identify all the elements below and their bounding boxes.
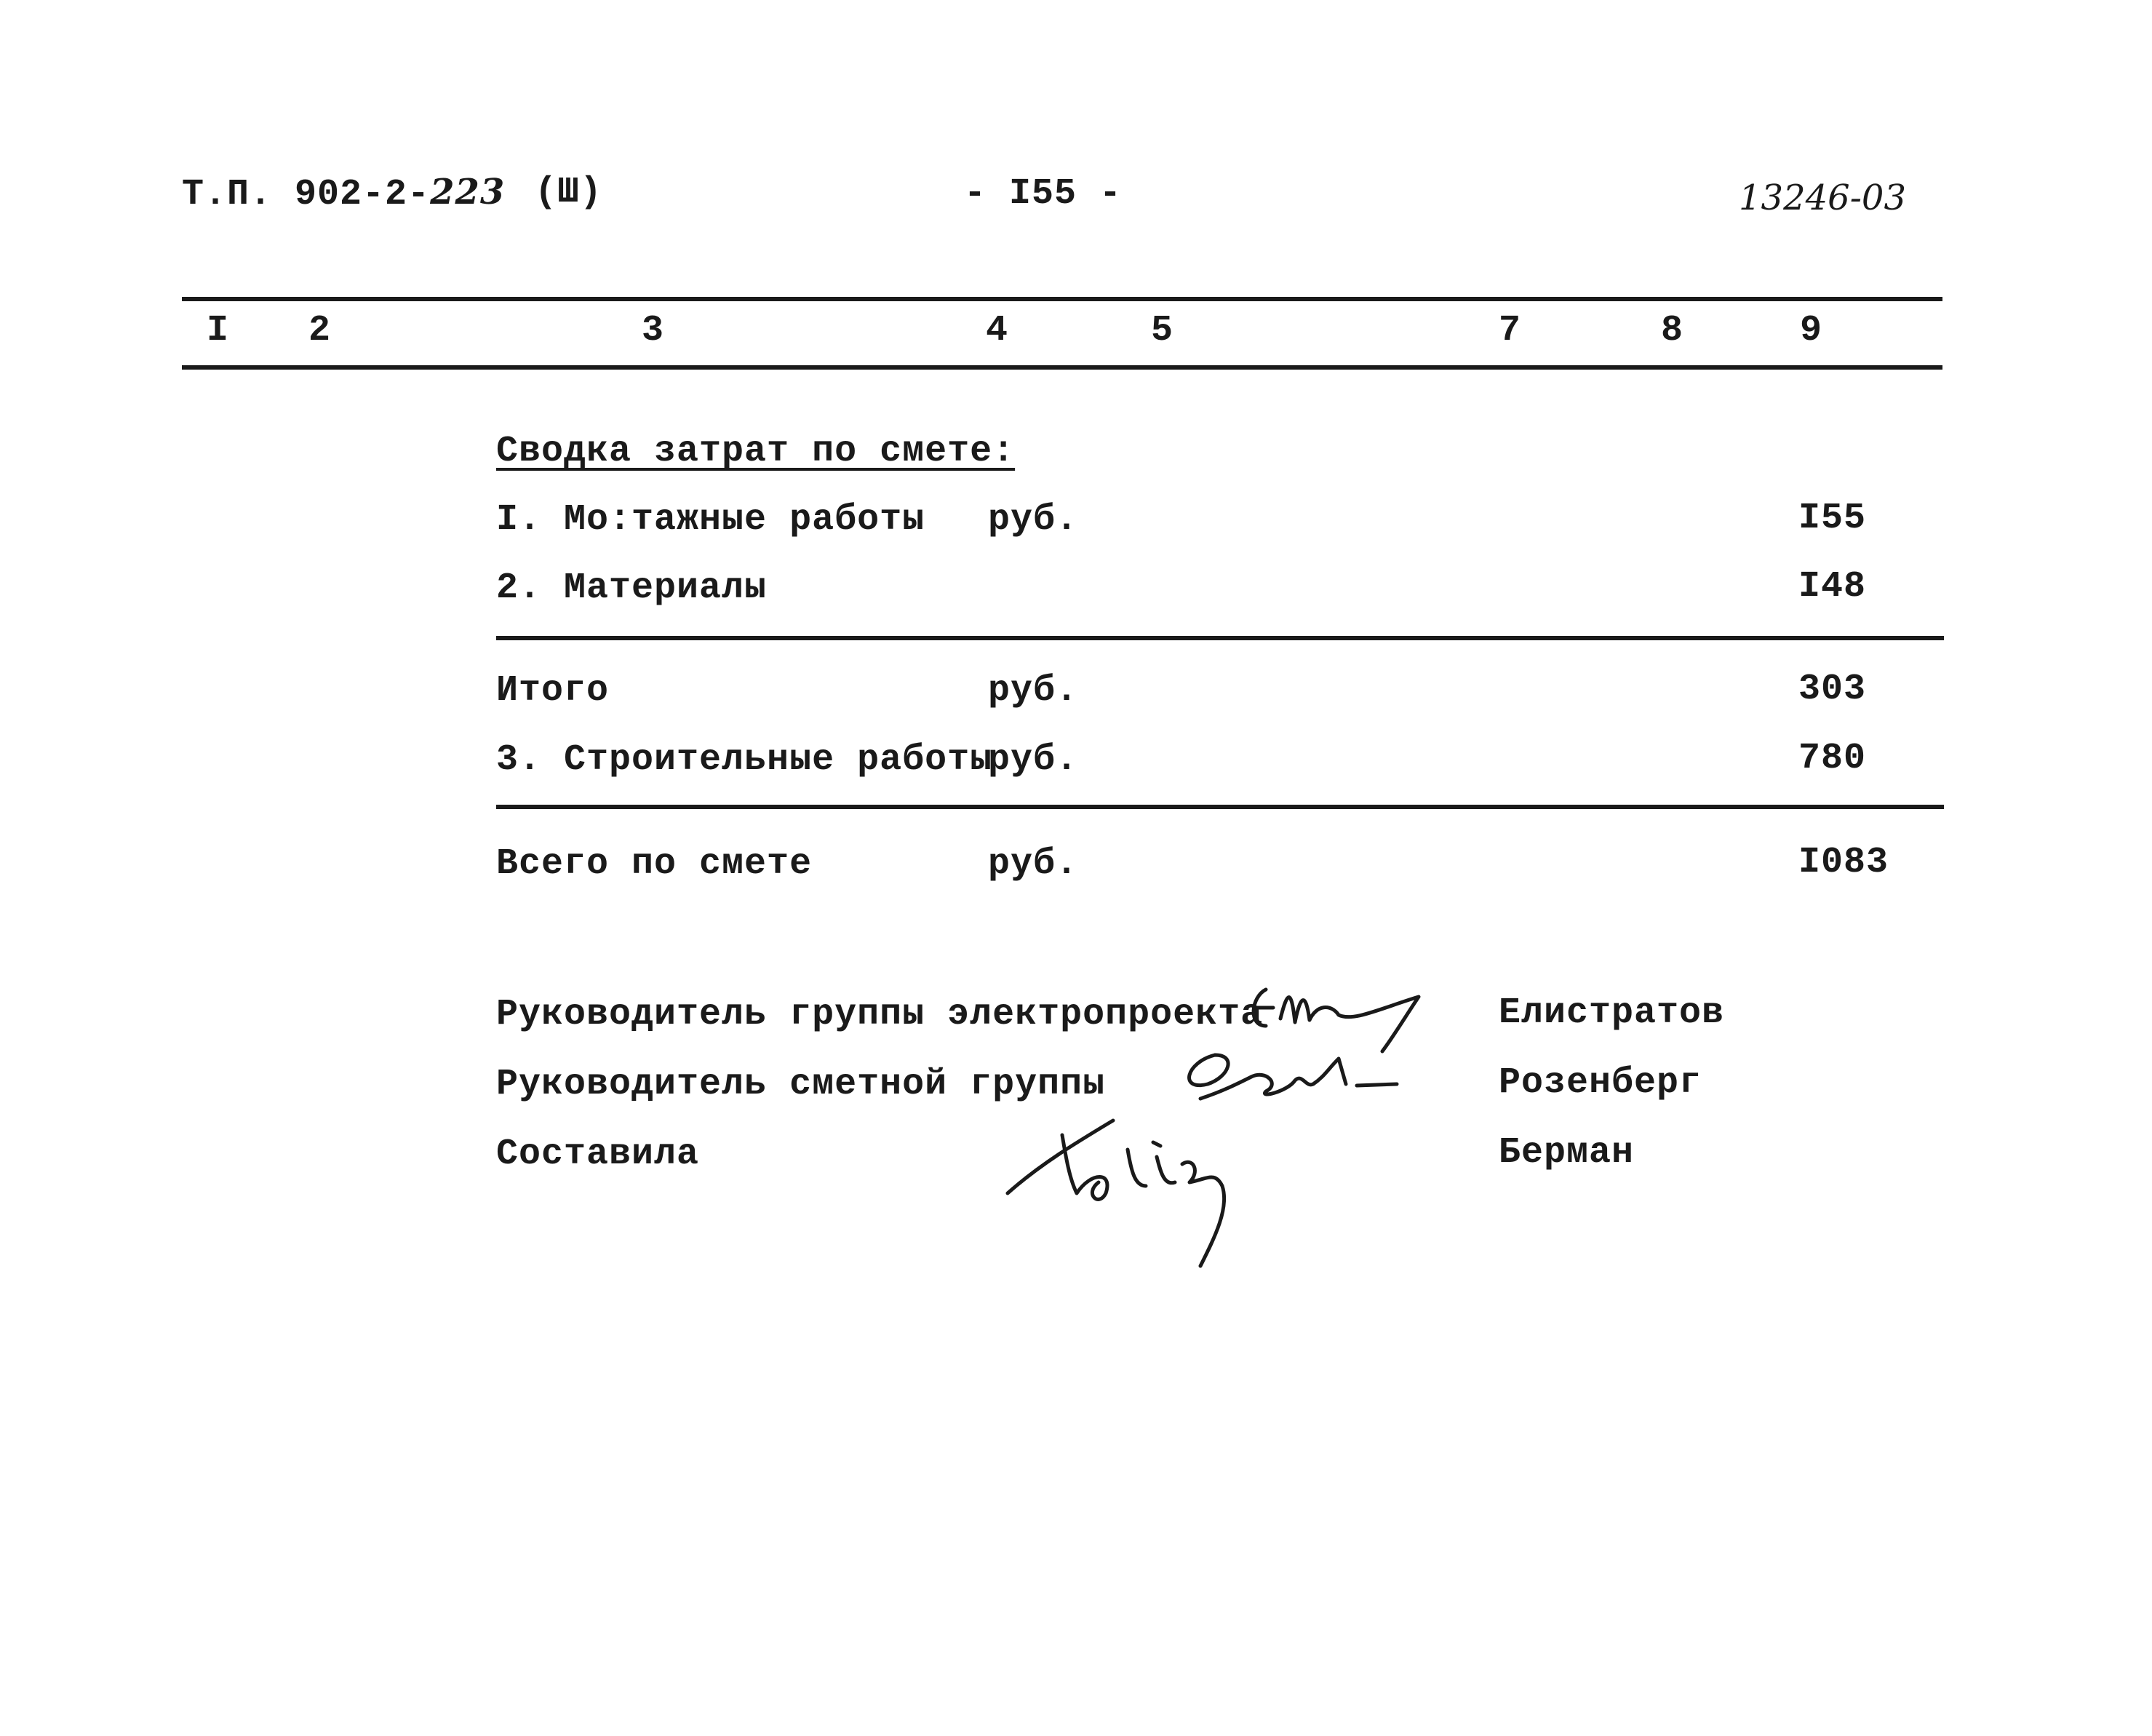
row-installation-unit: руб. xyxy=(988,499,1079,541)
construction-name: 3. Строительные работы xyxy=(496,739,993,781)
row-installation-name: I. Мо:тажные работы xyxy=(496,499,925,541)
subtotal-name: Итого xyxy=(496,670,610,712)
column-header: 8 xyxy=(1661,310,1684,351)
doc-number-handwritten: 223 xyxy=(430,172,506,212)
construction-value: 780 xyxy=(1798,738,1867,779)
column-header: I xyxy=(207,310,230,351)
signature-name-compiler: Берман xyxy=(1499,1132,1635,1174)
subtotal-value: 303 xyxy=(1798,669,1867,710)
archive-code: 13246-03 xyxy=(1739,178,1906,218)
total-rule xyxy=(496,805,1944,809)
doc-prefix: Т.П. 902-2- xyxy=(182,174,431,215)
signature-scribble-estimate xyxy=(1171,1040,1404,1120)
construction-unit: руб. xyxy=(988,739,1079,781)
table-top-rule xyxy=(182,297,1942,301)
signature-role-electrical: Руководитель группы электропроекта xyxy=(496,994,1264,1035)
signature-name-estimate: Розенберг xyxy=(1499,1062,1702,1104)
column-header: 9 xyxy=(1800,310,1823,351)
row-materials-value: I48 xyxy=(1798,566,1867,608)
table-header-bottom-rule xyxy=(182,365,1942,370)
column-header: 4 xyxy=(986,310,1009,351)
total-name: Всего по смете xyxy=(496,843,813,885)
column-header: 3 xyxy=(642,310,665,351)
signature-scribble-compiler xyxy=(1004,1113,1266,1273)
volume-label: (Ш) xyxy=(535,172,603,213)
total-unit: руб. xyxy=(988,843,1079,885)
summary-title: Сводка затрат по смете: xyxy=(496,431,1016,472)
page-number: - I55 - xyxy=(964,173,1123,215)
total-value: I083 xyxy=(1798,842,1889,883)
row-installation-value: I55 xyxy=(1798,498,1867,539)
row-materials-name: 2. Материалы xyxy=(496,568,768,609)
signature-role-estimate: Руководитель сметной группы xyxy=(496,1064,1106,1105)
signature-role-compiler: Составила xyxy=(496,1134,700,1175)
subtotal-rule xyxy=(496,636,1944,640)
subtotal-unit: руб. xyxy=(988,670,1079,712)
column-header: 5 xyxy=(1151,310,1174,351)
column-header: 2 xyxy=(308,310,332,351)
doc-code xyxy=(182,172,506,215)
column-header: 7 xyxy=(1499,310,1522,351)
signature-name-electrical: Елистратов xyxy=(1499,992,1725,1034)
